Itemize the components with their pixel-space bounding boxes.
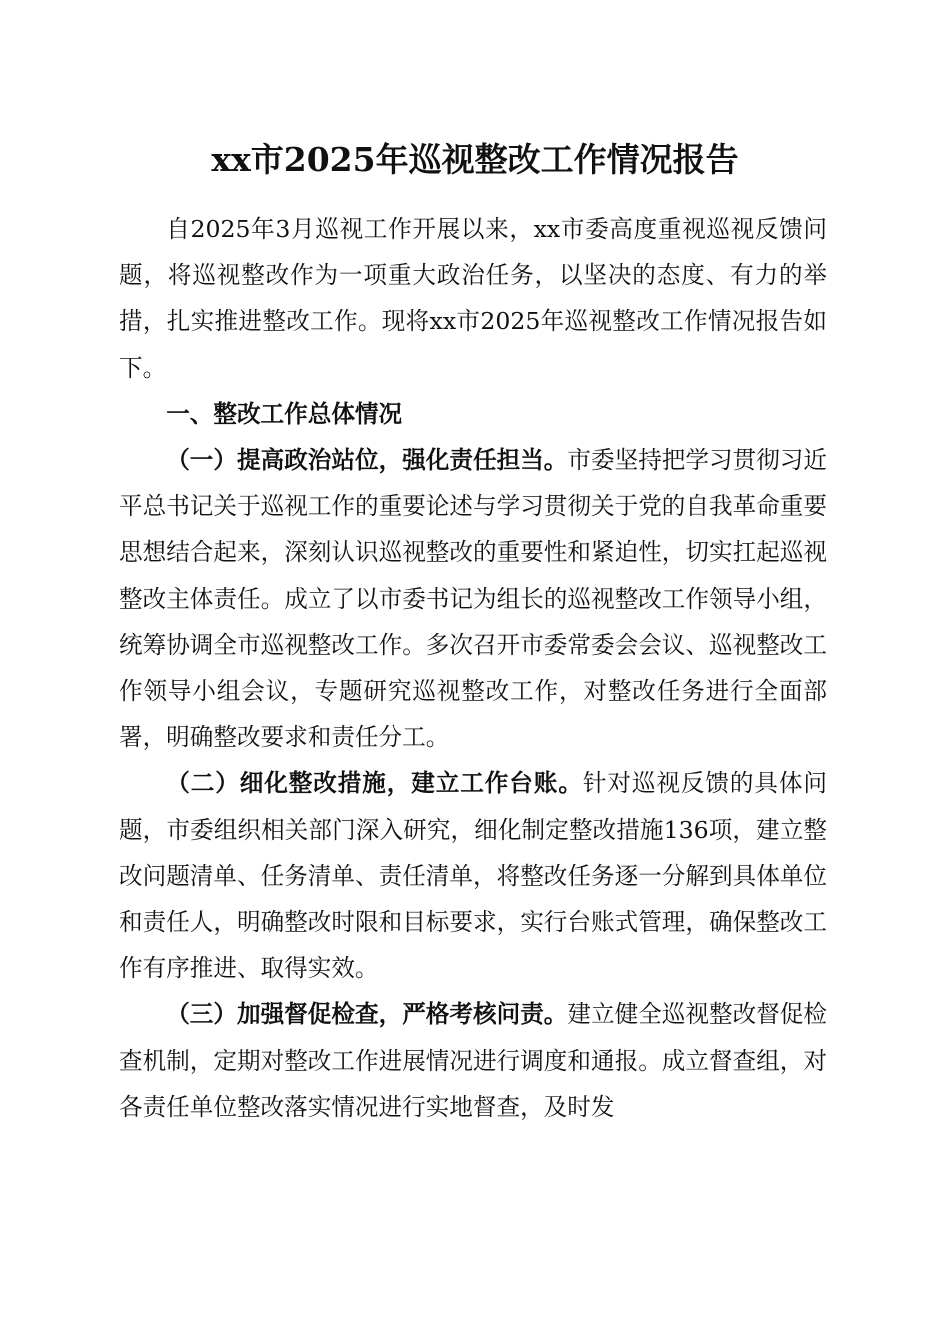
document-title: xx市2025年巡视整改工作情况报告 — [211, 140, 739, 179]
item-text-1: 市委坚持把学习贯彻习近平总书记关于巡视工作的重要论述与学习贯彻关于党的自我革命重要思想结合起来，深刻认识巡视整改的重要性和紧迫性，切实扛起巡视整改主体责任。成立了以市委书记为组长的巡视整改工作领导小组，统筹协调全市巡视整改工作。多次召开市委常委会会议、巡视整改工作领导小组会议，专题研究巡视整改工作，对整改任务进行全面部署，明确整改要求和责任分工。 — [119, 446, 828, 752]
item-paragraph-1 — [119, 437, 827, 760]
section-heading-1: 一、整改工作总体情况 — [166, 399, 403, 428]
intro-paragraph: 自2025年3月巡视工作开展以来，xx市委高度重视巡视反馈问题，将巡视整改作为一项重大政治任务，以坚决的态度、有力的举措，扎实推进整改工作。现将xx市2025年巡视整改工作情况报告如下。 — [119, 215, 827, 382]
document-body — [119, 206, 827, 1130]
item-lead-3: （三）加强督促检查，严格考核问责。 — [166, 1000, 568, 1029]
item-lead-1: （一）提高政治站位，强化责任担当。 — [166, 446, 568, 475]
item-text-3: 建立健全巡视整改督促检查机制，定期对整改工作进展情况进行调度和通报。成立督查组，对各责任单位整改落实情况进行实地督查，及时发 — [119, 1000, 828, 1121]
item-lead-2: （二）细化整改措施，建立工作台账。 — [166, 769, 583, 798]
item-text-2: 针对巡视反馈的具体问题，市委组织相关部门深入研究，细化制定整改措施136项，建立整改问题清单、任务清单、责任清单，将整改任务逐一分解到具体单位和责任人，明确整改时限和目标要求，实行台账式管理，确保整改工作有序推进、取得实效。 — [119, 769, 828, 983]
item-paragraph-3 — [119, 991, 827, 1130]
item-paragraph-2 — [119, 760, 827, 991]
